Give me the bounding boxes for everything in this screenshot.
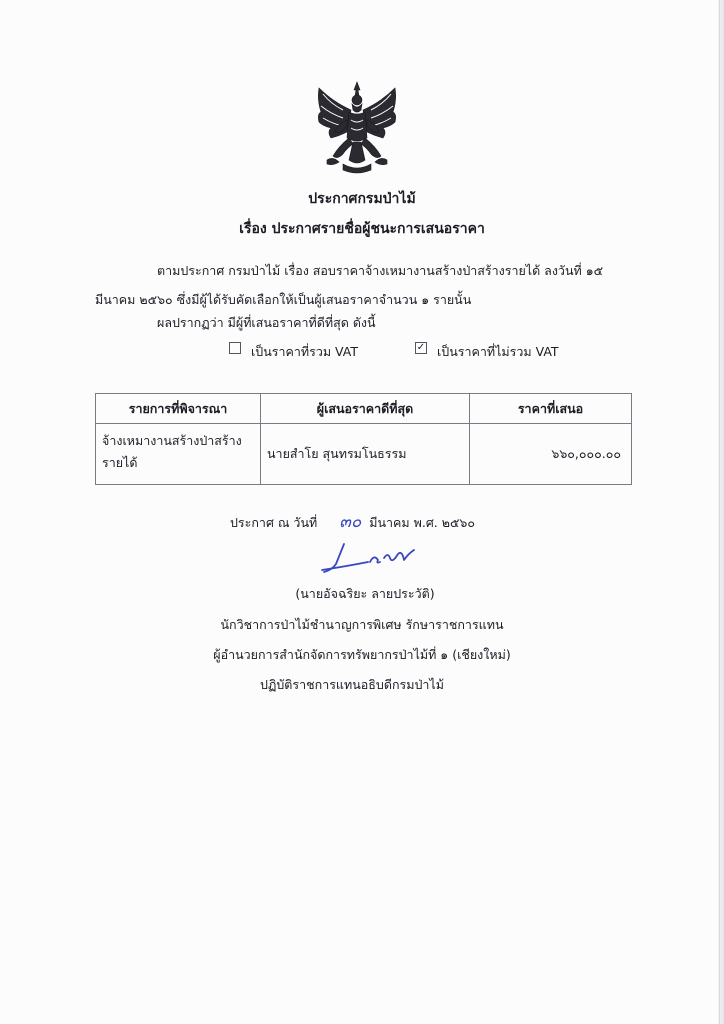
signatory-name: (นายอัจฉริยะ ลายประวัติ) — [295, 586, 435, 601]
announcement-date-suffix: มีนาคม พ.ศ. ๒๕๖๐ — [369, 515, 475, 530]
checkbox-empty-icon — [229, 342, 241, 354]
option-include-vat — [229, 342, 358, 362]
signatory-position-2: ผู้อำนวยการสำนักจัดการทรัพยากรป่าไม้ที่ ๑ (เชียงใหม่) — [213, 647, 511, 662]
table-row — [96, 424, 632, 485]
cell-item-line-1: จ้างเหมางานสร้างป่าสร้าง — [102, 433, 242, 448]
column-header-item: รายการที่พิจารณา — [96, 394, 261, 424]
results-table — [95, 393, 632, 485]
garuda-emblem-icon — [313, 80, 401, 176]
checkbox-checked-icon: ✓ — [416, 342, 426, 353]
body-paragraph-line-3: ผลปรากฏว่า มีผู้ที่เสนอราคาที่ดีที่สุด ดังนี้ — [157, 315, 376, 330]
document-title: ประกาศกรมป่าไม้ — [308, 191, 416, 207]
cell-item — [96, 424, 261, 485]
signatory-position-1: นักวิชาการป่าไม้ชำนาญการพิเศษ รักษาราชการแทน — [220, 617, 504, 632]
announcement-date-prefix: ประกาศ ณ วันที่ — [230, 515, 318, 530]
cell-item-line-2: รายได้ — [102, 455, 138, 470]
signature-image — [318, 540, 418, 574]
cell-price: ๖๖๐,๐๐๐.๐๐ — [470, 424, 632, 485]
signatory-position-3: ปฏิบัติราชการแทนอธิบดีกรมป่าไม้ — [260, 677, 444, 692]
body-paragraph-line-2: มีนาคม ๒๕๖๐ ซึ่งมีผู้ได้รับคัดเลือกให้เป็นผู้เสนอราคาจำนวน ๑ รายนั้น — [95, 292, 472, 307]
body-paragraph-line-1: ตามประกาศ กรมป่าไม้ เรื่อง สอบราคาจ้างเหมางานสร้างป่าสร้างรายได้ ลงวันที่ ๑๕ — [157, 263, 604, 278]
announcement-date — [230, 508, 475, 535]
cell-bidder: นายสำโย สุนทรมโนธรรม — [261, 424, 470, 485]
scan-edge-line — [719, 0, 720, 1024]
document-subject: เรื่อง ประกาศรายชื่อผู้ชนะการเสนอราคา — [239, 221, 485, 237]
announcement-day-handwritten: ๓๐ — [339, 512, 362, 532]
table-header-row — [96, 394, 632, 424]
option-exclude-vat-label: เป็นราคาที่ไม่รวม VAT — [437, 344, 559, 359]
column-header-bidder: ผู้เสนอราคาดีที่สุด — [261, 394, 470, 424]
option-include-vat-label: เป็นราคาที่รวม VAT — [251, 344, 359, 359]
option-exclude-vat — [415, 342, 559, 362]
column-header-price: ราคาที่เสนอ — [470, 394, 632, 424]
